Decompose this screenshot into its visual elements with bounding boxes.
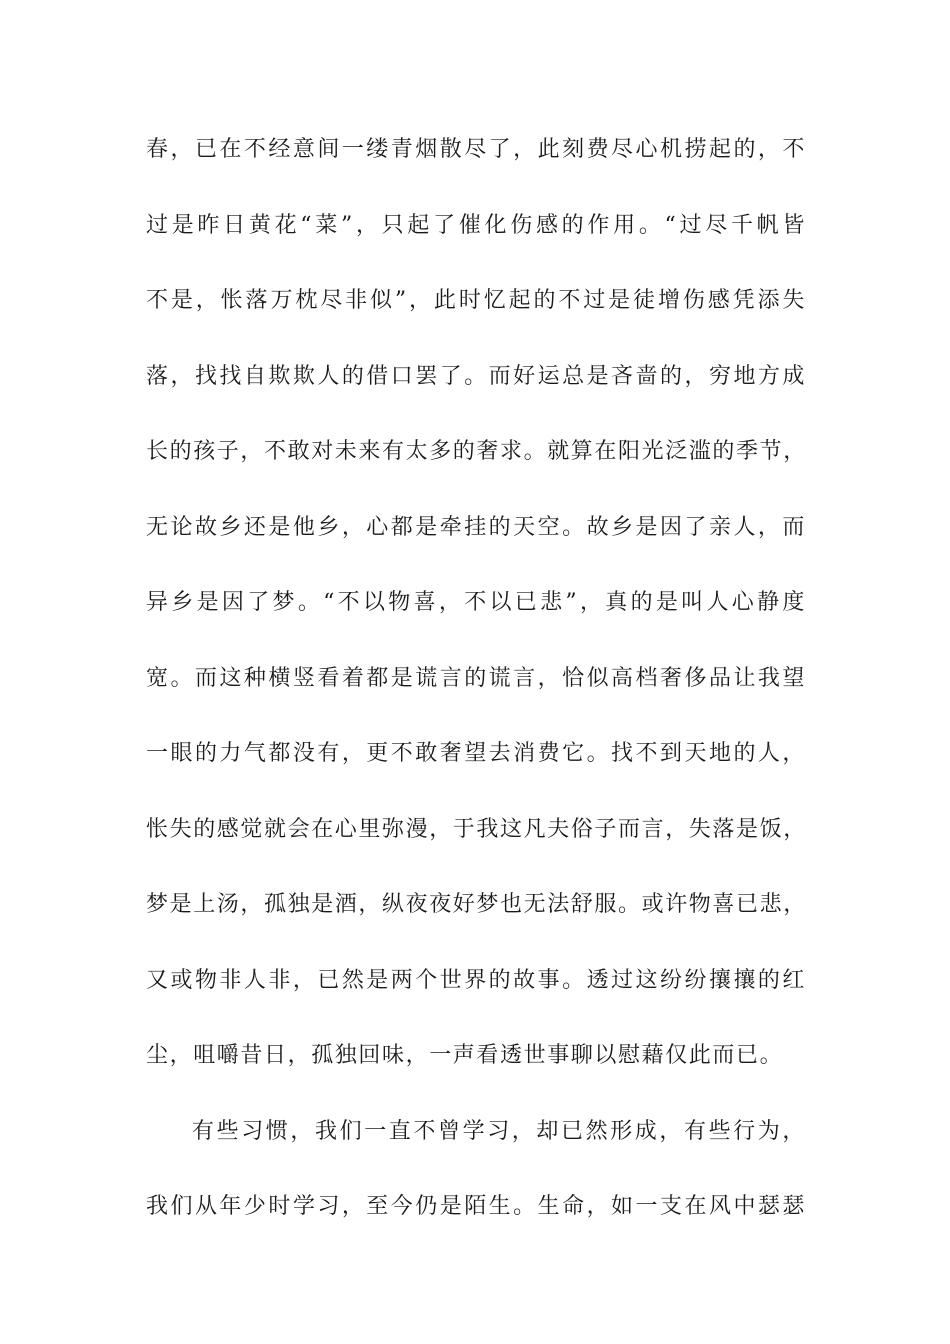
text-line: 不是，怅落万枕尽非似”，此时忆起的不过是徒增伤感凭添失 — [146, 288, 806, 313]
text-line: 落，找找自欺欺人的借口罢了。而好运总是吝啬的，穷地方成 — [146, 363, 806, 389]
text-line: 春，已在不经意间一缕青烟散尽了，此刻费尽心机捞起的，不 — [146, 137, 806, 162]
text-line: 一眼的力气都没有，更不敢奢望去消费它。找不到天地的人， — [146, 741, 806, 766]
text-line: 长的孩子，不敢对未来有太多的奢求。就算在阳光泛滥的季节， — [146, 439, 807, 464]
text-line: 异乡是因了梦。“不以物喜，不以已悲”，真的是叫人心静度 — [146, 590, 806, 615]
text-line: 梦是上汤，孤独是酒，纵夜夜好梦也无法舒服。或许物喜已悲， — [146, 892, 807, 917]
text-line: 我们从年少时学习，至今仍是陌生。生命，如一支在风中瑟瑟 — [146, 1194, 806, 1219]
text-line: 又或物非人非，已然是两个世界的故事。透过这纷纷攘攘的红 — [146, 967, 806, 993]
paragraph-start-line: 有些习惯，我们一直不曾学习，却已然形成，有些行为， — [192, 1118, 806, 1144]
text-line: 无论故乡还是他乡，心都是牵挂的天空。故乡是因了亲人，而 — [146, 514, 806, 540]
text-line: 宽。而这种横竖看着都是谎言的谎言，恰似高档奢侈品让我望 — [146, 665, 806, 691]
body-text — [146, 130, 806, 1263]
paragraph-end-line: 尘，咀嚼昔日，孤独回味，一声看透世事聊以慰藉仅此而已。 — [146, 1043, 784, 1068]
text-line: 过是昨日黄花“菜”，只起了催化伤感的作用。“过尽千帆皆 — [146, 212, 806, 238]
text-line: 怅失的感觉就会在心里弥漫，于我这凡夫俗子而言，失落是饭， — [146, 816, 807, 842]
